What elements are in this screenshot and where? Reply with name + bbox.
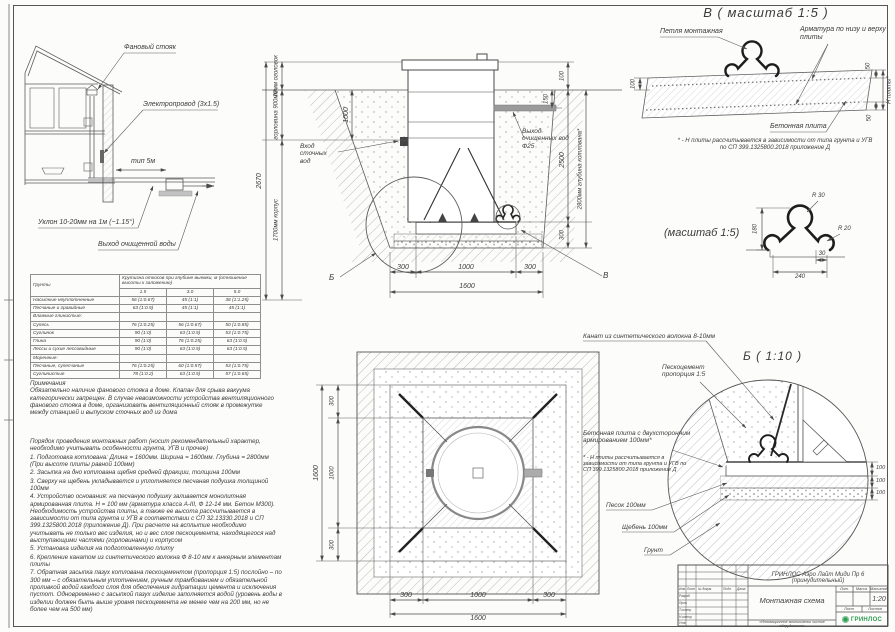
titleblock-prov-label: Пров.	[679, 600, 688, 605]
titleblock-sheets-header: Листов	[868, 606, 882, 611]
concrete-plate-label: Бетонная плита	[770, 123, 827, 130]
dim-300: 300	[559, 229, 566, 241]
titleblock-massa-header: Масса	[855, 586, 868, 591]
plan-dim-b1000: 1000	[470, 592, 486, 599]
titleblock-nkontr-label: Н.контр.	[679, 614, 693, 619]
titleblock-izm-header: Изм.	[679, 586, 686, 591]
vent-stack-label: Фановый стояк	[124, 44, 176, 51]
plan-dim-b300a: 300	[400, 592, 412, 599]
table-row: Суглинистые 78 (1:0.2) 63 (1:0.5) 57 (1:0.65)	[31, 371, 261, 379]
titleblock-doc-name: Монтажная схема	[759, 596, 825, 605]
logo-leaf-icon	[842, 616, 849, 623]
plan-dim-b300b: 300	[543, 592, 555, 599]
notes-body: Обязательно наличие фанового стояка в доме. Клапан для срыва вакуума категорически запрещен. В случае невозможности устройства вентиляционного фанового стояка в доме, организовать вентиляционный стояк в промежутке между станцией и выпуском сточных вод из дома	[30, 387, 274, 417]
dim-inlet-depth: 1000	[343, 107, 351, 123]
loop-profile-drawing	[746, 201, 845, 278]
distance-label: тип 5м	[131, 158, 156, 165]
dim-30: 30	[818, 251, 826, 257]
detail-v-dim-50-top: 50	[865, 62, 872, 70]
clean-water-out-label: Выход очищенной воды	[98, 241, 176, 248]
plan-view-drawing	[316, 352, 599, 618]
table-row: Глина 90 (1:0) 76 (1:0.25) 63 (1:0.5)	[31, 338, 261, 346]
table-row: Влажные глинистые:	[31, 313, 261, 321]
soils-depth-1: 1.5	[120, 288, 167, 296]
callout-b: Б	[329, 273, 335, 282]
dim-b1600: 1600	[459, 283, 475, 290]
titleblock-lit-header: Лит.	[840, 586, 849, 591]
detail-v-drawing	[634, 37, 886, 132]
titleblock-scale-header: Масштаб	[870, 586, 888, 591]
plan-dim-l300a: 300	[329, 395, 336, 407]
titleblock-podp-header: Подп.	[723, 586, 732, 591]
dim-2500: 2500	[559, 152, 567, 168]
sandcement-label: Пескоцемент пропорция 1:5	[662, 364, 706, 379]
plan-dim-l1000: 1000	[329, 466, 336, 480]
soils-depth-3: 5.0	[214, 288, 261, 296]
plan-dim-l1600: 1600	[313, 465, 321, 481]
titleblock-sheet-header: Лист	[844, 606, 854, 611]
mounting-loop-label: Петля монтажная	[660, 28, 723, 35]
step-item: 4. Устройство основания: на песчаную подушку заливается монолитная армированная плита. Н = 100 мм (арматура класса А-III, Ф 12-14 мм. Бетон М300). Необходимость устройства плиты, а также ее высота рассчитывается в зависимости от типа грунта и УГВ в соответствии с СП 32.13330.2018 и СП 399.1325800.2018 (приложение Д). При расчете на всплытие необходимо учитывать не только вес изделия, но и вес слоя пескоцемента, находящегося над выступающими частями (горловинами) и корпусом	[30, 493, 276, 545]
steps-heading: Порядок проведения монтажных работ (носит рекомендательный характер, необходимо учитывать особенности грунта, УГВ и прочее)	[30, 438, 261, 453]
sand-label: Песок 100мм	[606, 502, 646, 509]
outlet-label: Выход очищенных вод Ф25	[522, 128, 569, 150]
notes-heading: Примечания	[30, 380, 66, 387]
dim-100: 100	[559, 70, 566, 82]
dim-pit-depth: 2800мм глубина котлована*	[577, 128, 584, 210]
dim-body: 1700мм корпус	[273, 198, 280, 242]
logo-brand-text: ГРИНЛОС	[850, 616, 883, 623]
dim-head: 70мм оголовок	[273, 55, 280, 97]
dim-r30: R 30	[812, 193, 825, 199]
slope-label: Уклон 10-20мм на 1м (~1.15°)	[38, 219, 135, 226]
table-row: Насыпные неуплотненные 56 (1:0.67) 45 (1:1) 38 (1:1.25)	[31, 296, 261, 304]
titleblock-utv-label: Утв.	[679, 620, 687, 625]
titleblock-tagline: «Инновационное экологически чистое оборудование»	[759, 620, 825, 628]
table-row: Суглинок 90 (1:0) 63 (1:0.5) 53 (1:0.75)	[31, 329, 261, 337]
dim-total-height: 2670	[256, 173, 264, 189]
titleblock-tkontr-label: Т.контр.	[679, 607, 692, 612]
dim-150: 150	[543, 93, 550, 105]
inlet-label: Вход сточных вод	[300, 143, 327, 165]
step-item: 6. Крепление канатом из синтетического волокна Ф 8-10 мм к анкерным элементам плиты	[30, 553, 282, 568]
step-item: 5. Установка изделия на подготовленную плиту	[30, 545, 174, 553]
soils-depth-2: 3.0	[167, 288, 214, 296]
dim-b300a: 300	[397, 264, 409, 271]
table-row: Песчаные и гравийные 63 (1:0.5) 45 (1:1) 45 (1:1)	[31, 305, 261, 313]
detail-v-title: В ( масштаб 1:5 )	[703, 5, 829, 20]
table-row: Супесь 76 (1:0.25) 56 (1:0.67) 50 (1:0.85)	[31, 321, 261, 329]
titleblock-product: ГРИНЛОС Аэро Лайт Миди Пр 6 (принудительный)	[771, 572, 865, 584]
detail-b-dim-plate: 100	[876, 465, 886, 471]
montage-steps-block	[30, 438, 282, 614]
step-item: 1. Подготовка котлована: Длина = 1600мм. Ширина = 1600мм. Глубина = 2800мм (При высоте плиты равной 100мм)	[30, 453, 269, 468]
main-section-drawing	[262, 54, 622, 300]
callout-v: В	[603, 271, 609, 280]
detail-b-title: Б ( 1:10 )	[743, 349, 803, 363]
dim-r20: R 20	[838, 226, 851, 232]
titleblock-doc-header: № докум.	[698, 586, 713, 591]
titleblock-scale-value: 1:20	[872, 596, 886, 603]
gravel-label: Щебень 100мм	[622, 524, 668, 531]
plate-reinforced-label: Бетонная плита с двухсторонним армированием 100мм*	[583, 430, 691, 445]
rope-label: Канат из синтетического волокна 8-10мм	[583, 333, 716, 340]
detail-v-footnote: * - Н плиты рассчитывается в зависимости от типа грунта и УГВ по СП 399.1325800.2018 приложение Д	[677, 138, 873, 151]
detail-v-dim-h: Н плиты*	[886, 76, 893, 104]
dim-240: 240	[794, 274, 806, 280]
detail-b-dim-gravel: 100	[876, 490, 886, 496]
rebar-label: Арматура по низу и верху плиты	[800, 26, 886, 41]
detail-v-dim-50-bottom: 50	[866, 114, 873, 122]
step-item: 3. Сверху на щебень укладывается и уплотняется песчаная подушка толщиной 100мм	[30, 477, 269, 492]
detail-b-footnote: * - Н плиты рассчитывается в зависимости от типа грунта и УГВ по СП 399.1325800.2018 приложение Д	[583, 455, 687, 474]
detail-v-dim-100: 100	[630, 78, 637, 90]
soils-header-soil: Грунты	[31, 275, 120, 297]
dim-b1000: 1000	[458, 264, 474, 271]
step-item: 7. Обратная засыпка пазух котлована пескоцементом (пропорция 1:5) послойно – по 300 мм – с обязательным уплотнением, ручным трамбованием и обязательной проливкой водой каждого слоя для обеспечения гидратации цемента и исключения пустот. Одновременно с засыпкой пазух изделие заполняется водой (уровень воды в изделии должен быть выше уровня пескоцемента не менее чем на 200 мм, но не более чем на 500 мм)	[30, 569, 282, 613]
plan-dim-b1600: 1600	[470, 615, 486, 622]
titleblock-data-header: Дата	[737, 586, 746, 591]
table-row: Моренные:	[31, 354, 261, 362]
dim-b300b: 300	[524, 264, 536, 271]
detail-b-dim-sand: 100	[876, 478, 886, 484]
plan-dim-l300b: 300	[329, 539, 336, 551]
electric-wire-label: Электропровод (3х1.5)	[143, 101, 220, 108]
titleblock-razrab-label: Разраб.	[679, 593, 691, 598]
table-row: Песчаные, супесчаные 76 (1:0.25) 60 (1:0.57) 53 (1:0.75)	[31, 362, 261, 370]
soils-header-slope: Крутизна откосов при глубине выемки, м (отношение высоты к заложению)	[120, 275, 261, 289]
soil-label: Грунт	[644, 547, 663, 554]
dim-180: 180	[752, 223, 759, 235]
titleblock-list-header: Лист	[687, 586, 696, 591]
dim-neck: горловина 900мм	[273, 90, 280, 140]
notes-block	[30, 380, 274, 417]
soils-slope-table	[30, 274, 261, 379]
loop-detail-title: (масштаб 1:5)	[664, 227, 740, 239]
step-item: 2. Засыпка на дно котлована щебня средней фракции, толщина 100мм	[30, 469, 240, 477]
grinlos-logo	[838, 614, 886, 625]
table-row: Лессы и сухие лессовидные 90 (1:0) 63 (1:0.5) 63 (1:0.5)	[31, 346, 261, 354]
